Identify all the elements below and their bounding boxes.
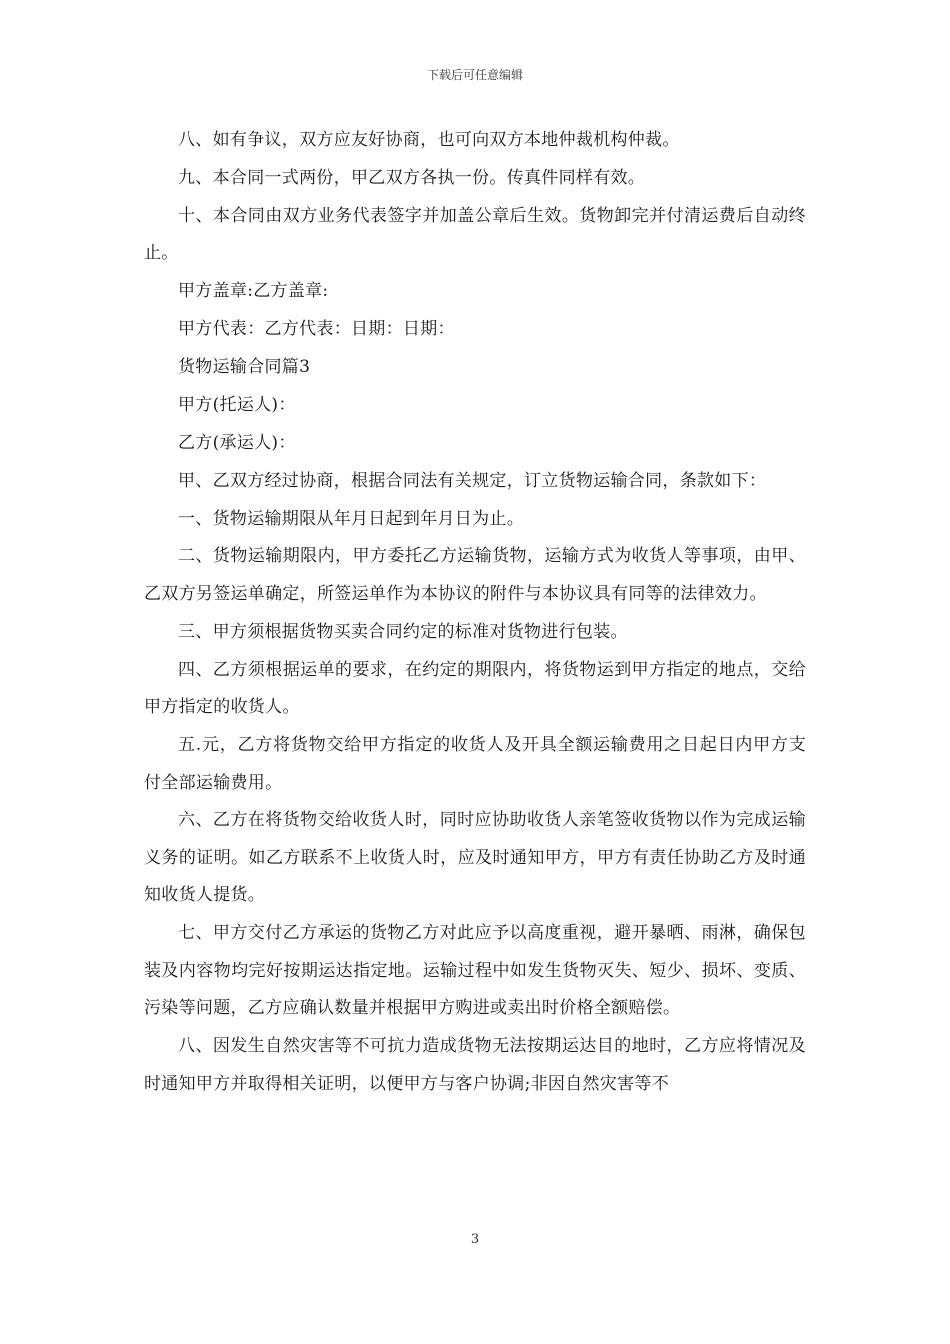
- clause-10-effective: 十、本合同由双方业务代表签字并加盖公章后生效。货物卸完并付清运费后自动终止。: [144, 205, 806, 264]
- clause-8-dispute: 八、如有争议，双方应友好协商，也可向双方本地仲裁机构仲裁。: [178, 130, 680, 150]
- clause-3-packaging: 三、甲方须根据货物买卖合同约定的标准对货物进行包装。: [178, 621, 628, 642]
- clause-6-receipt: 六、乙方在将货物交给收货人时，同时应协助收货人亲笔签收货物以作为完成运输义务的证明。如乙方联系不上收货人时，应及时通知甲方，甲方有责任协助乙方及时通知收货人提货。: [144, 810, 806, 906]
- page-number: 3: [470, 1232, 480, 1247]
- party-a-shipper: 甲方(托运人)：: [178, 394, 296, 415]
- signature-line: 甲方代表：乙方代表：日期：日期：: [178, 319, 455, 340]
- page-header: 下载后可任意编辑: [426, 68, 523, 82]
- document-body: [144, 122, 806, 1104]
- party-b-carrier: 乙方(承运人)：: [178, 432, 296, 453]
- clause-5-payment: 五.元，乙方将货物交给甲方指定的收货人及开具全额运输费用之日起日内甲方支付全部运输费用。: [144, 735, 806, 793]
- preamble: 甲、乙双方经过协商，根据合同法有关规定，订立货物运输合同，条款如下：: [178, 470, 767, 491]
- clause-1-period: 一、货物运输期限从年月日起到年月日为止。: [178, 508, 524, 529]
- clause-7-liability: 七、甲方交付乙方承运的货物乙方对此应予以高度重视，避开暴晒、雨淋，确保包装及内容物均完好按期运达指定地。运输过程中如发生货物灭失、短少、损坏、变质、污染等问题，乙方应确认数量并根据甲方购进或卖出时价格全额赔偿。: [144, 923, 806, 1019]
- clause-8-force-majeure: 八、因发生自然灾害等不可抗力造成货物无法按期运达目的地时，乙方应将情况及时通知甲方并取得相关证明，以便甲方与客户协调;非因自然灾害等不: [144, 1036, 806, 1094]
- seal-line: 甲方盖章:乙方盖章:: [178, 281, 329, 302]
- section-title: 货物运输合同篇3: [178, 356, 311, 377]
- clause-2-waybill: 二、货物运输期限内，甲方委托乙方运输货物，运输方式为收货人等事项，由甲、乙双方另签运单确定，所签运单作为本协议的附件与本协议具有同等的法律效力。: [144, 546, 806, 604]
- clause-4-delivery: 四、乙方须根据运单的要求，在约定的期限内，将货物运到甲方指定的地点，交给甲方指定的收货人。: [144, 659, 806, 718]
- clause-9-copies: 九、本合同一式两份，甲乙双方各执一份。传真件同样有效。: [178, 167, 646, 188]
